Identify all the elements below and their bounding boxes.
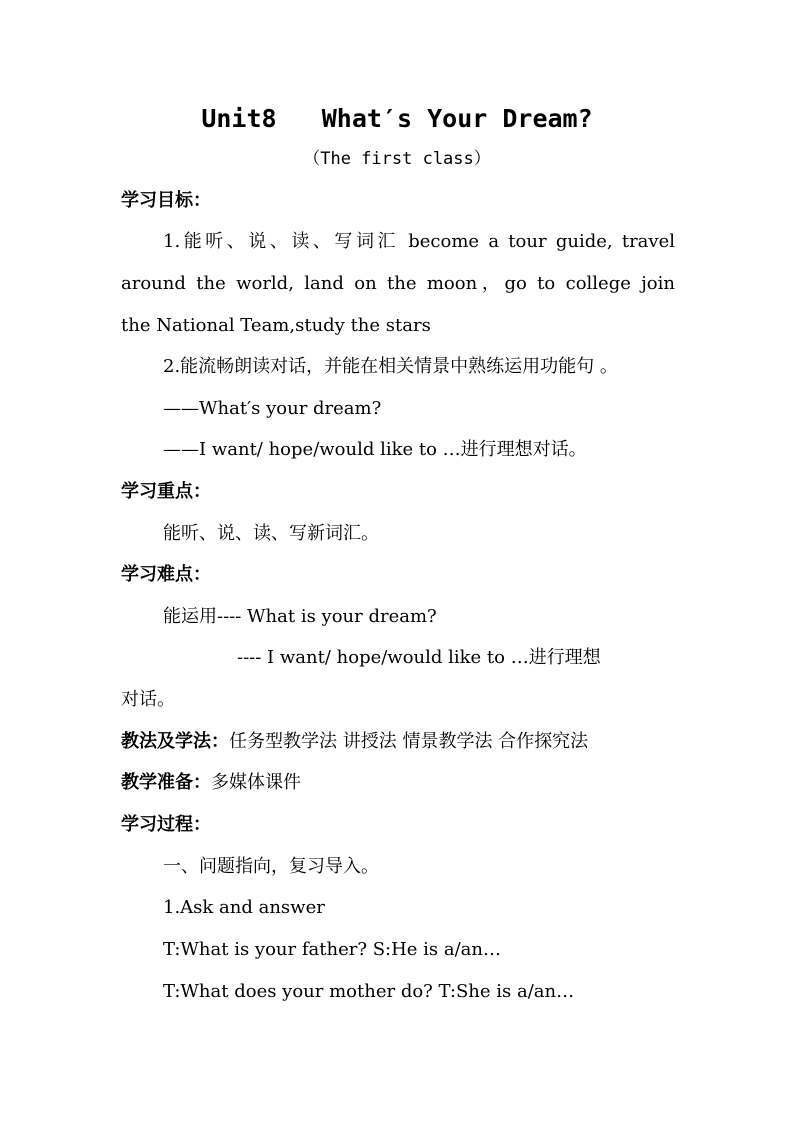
- process-dialog-2: T:What does your mother do? T:She is a/an…: [163, 981, 575, 1002]
- preparation-heading: 教学准备：: [121, 772, 211, 793]
- process-sub-1: 1.Ask and answer: [163, 897, 325, 918]
- methods-text: 任务型教学法 讲授法 情景教学法 合作探究法: [229, 731, 589, 752]
- methods-line: [121, 730, 681, 754]
- difficulties-heading: 学习难点：: [121, 564, 211, 585]
- preparation-text: 多媒体课件: [211, 772, 301, 793]
- page-subtitle: （The first class）: [303, 149, 491, 169]
- objective-1-line-3: the National Team,study the stars: [121, 315, 431, 336]
- objective-1-line-2: around the world, land on the moon，go to college join: [121, 273, 675, 294]
- objective-2-line-1: 2.能流畅朗读对话，并能在相关情景中熟练运用功能句 。: [163, 356, 618, 377]
- preparation-line: [121, 771, 681, 795]
- process-heading: 学习过程：: [121, 814, 211, 835]
- objective-1-line-1: 1.能听、说、读、写词汇 become a tour guide, travel: [163, 231, 675, 252]
- objectives-heading: 学习目标：: [121, 190, 211, 211]
- difficulties-line-2: ---- I want/ hope/would like to …进行理想: [237, 647, 601, 668]
- difficulties-line-3: 对话。: [121, 689, 175, 710]
- key-points-heading: 学习重点：: [121, 481, 211, 502]
- objective-2-line-3: ——I want/ hope/would like to …进行理想对话。: [163, 439, 587, 460]
- page-title: Unit8 What′s Your Dream?: [201, 104, 593, 133]
- process-step-1: 一、问题指向，复习导入。: [163, 856, 379, 877]
- process-dialog-1: T:What is your father? S:He is a/an…: [163, 939, 502, 960]
- methods-heading: 教法及学法：: [121, 731, 229, 752]
- objective-2-line-2: ——What′s your dream?: [163, 398, 382, 419]
- key-points-text: 能听、说、读、写新词汇。: [163, 523, 379, 544]
- difficulties-line-1: 能运用---- What is your dream?: [163, 606, 437, 627]
